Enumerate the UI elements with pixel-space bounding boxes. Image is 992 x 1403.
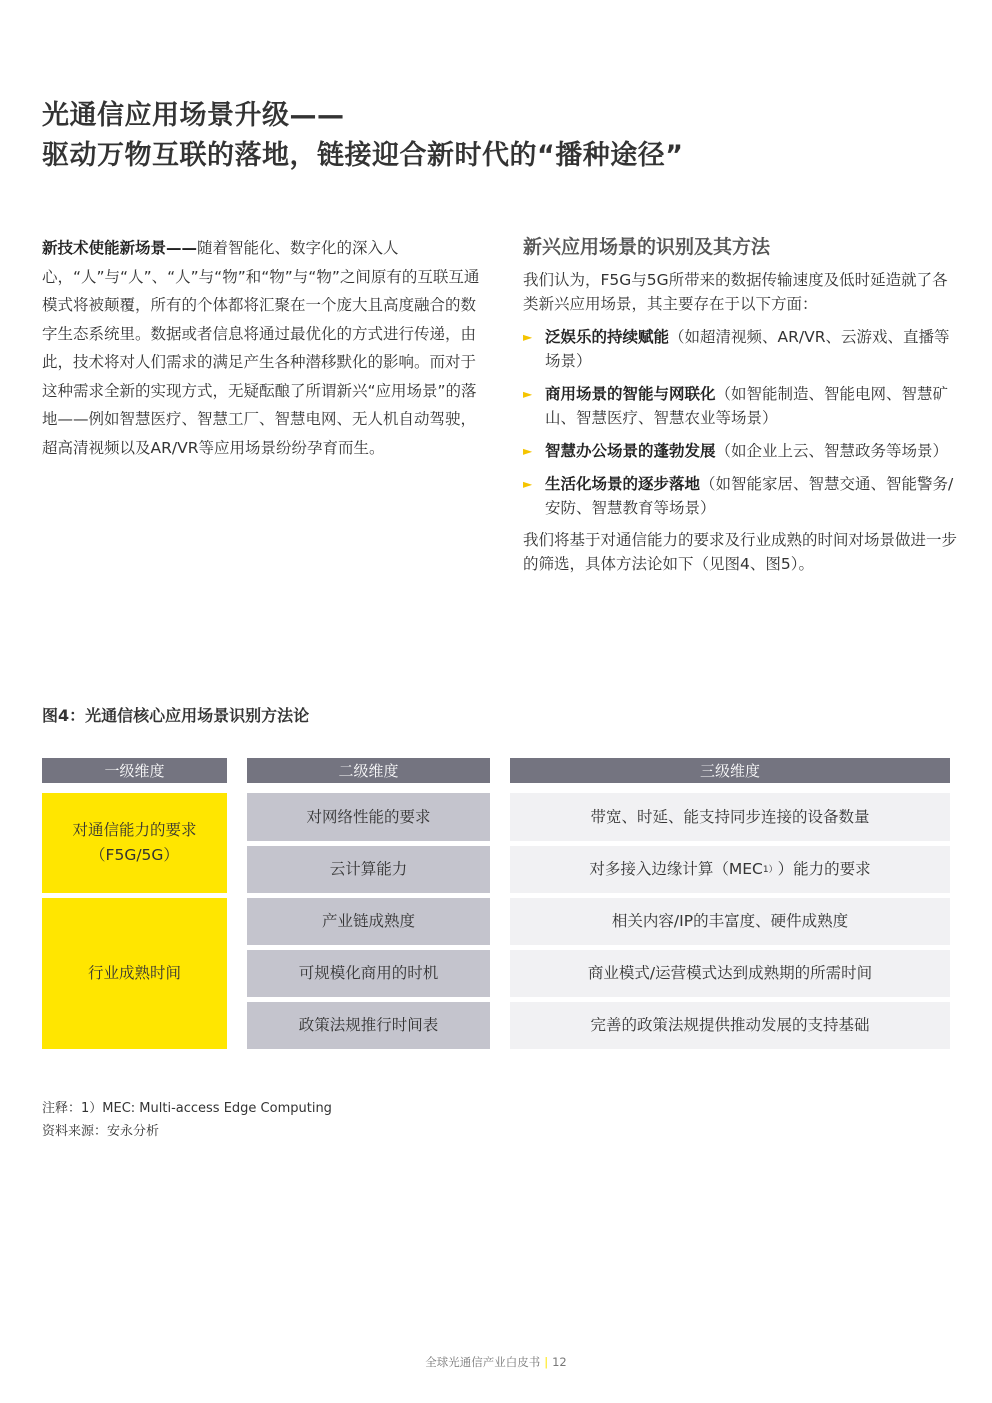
footer-separator: | (544, 1355, 549, 1369)
level3-cell: 相关内容/IP的丰富度、硬件成熟度 (510, 898, 950, 945)
header-level-2: 二级维度 (247, 758, 490, 783)
list-item (523, 382, 963, 430)
header-level-3: 三级维度 (510, 758, 950, 783)
notes (42, 1097, 332, 1143)
list-item-text: （如超清视频、AR/VR、云游戏、直播等场景） (545, 328, 950, 370)
title-line-2: 驱动万物互联的落地，链接迎合新时代的“播种途径” (42, 140, 684, 171)
page-number: 12 (552, 1355, 567, 1369)
page-footer (0, 1354, 992, 1370)
list-item-text: （如企业上云、智慧政务等场景） (715, 442, 949, 460)
level3-cell: 完善的政策法规提供推动发展的支持基础 (510, 1002, 950, 1049)
list-item-bold: 智慧办公场景的蓬勃发展 (545, 442, 716, 460)
level1-sublabel: （F5G/5G） (90, 846, 179, 864)
level2-cell: 政策法规推行时间表 (247, 1002, 490, 1049)
list-item (523, 325, 963, 373)
level3-text: 对多接入边缘计算（MEC (589, 860, 763, 878)
intro-paragraph (42, 234, 480, 462)
section-paragraph: 我们认为，F5G与5G所带来的数据传输速度及低时延造就了各类新兴应用场景，其主要存在于以下方面： (523, 271, 948, 313)
level2-cell: 对网络性能的要求 (247, 793, 490, 841)
level2-cell: 云计算能力 (247, 846, 490, 893)
arrow-bullet-icon: ► (523, 477, 533, 491)
footer-title: 全球光通信产业白皮书 (425, 1355, 541, 1369)
section-heading: 新兴应用场景的识别及其方法 (523, 236, 771, 258)
list-item (523, 439, 963, 463)
scenario-section (523, 232, 963, 576)
level3-cell: 对多接入边缘计算（MEC 1） ）能力的要求 (510, 846, 950, 893)
list-item-bold: 商用场景的智能与网联化 (545, 385, 716, 403)
header-level-1: 一级维度 (42, 758, 227, 783)
level3-text: ）能力的要求 (777, 860, 871, 878)
scenario-list (523, 325, 963, 520)
level3-cell: 带宽、时延、能支持同步连接的设备数量 (510, 793, 950, 841)
arrow-bullet-icon: ► (523, 387, 533, 401)
arrow-bullet-icon: ► (523, 444, 533, 458)
level3-cell: 商业模式/运营模式达到成熟期的所需时间 (510, 950, 950, 997)
level1-label: 对通信能力的要求 (72, 821, 197, 839)
level2-cell: 可规模化商用的时机 (247, 950, 490, 997)
page-title (42, 96, 942, 176)
source-note: 资料来源：安永分析 (42, 1124, 160, 1139)
title-line-1: 光通信应用场景升级—— (42, 100, 345, 131)
list-item-bold: 生活化场景的逐步落地 (545, 475, 701, 493)
methodology-table (42, 758, 950, 1052)
closing-paragraph: 我们将基于对通信能力的要求及行业成熟的时间对场景做进一步的筛选，具体方法论如下（见图4、图5）。 (523, 531, 958, 573)
intro-text: 随着智能化、数字化的深入人心，“人”与“人”、“人”与“物”和“物”与“物”之间原有的互联互通模式将被颠覆，所有的个体都将汇聚在一个庞大且高度融合的数字生态系统里。数据或者信息将通过最优化的方式进行传递，由此，技术将对人们需求的满足产生各种潜移默化的影响。而对于这种需求全新的实现方式，无疑酝酿了所谓新兴“应用场景”的落地——例如智慧医疗、智慧工厂、智慧电网、无人机自动驾驶，超高清视频以及AR/VR等应用场景纷纷孕育而生。 (42, 239, 480, 457)
level1-communication (42, 793, 227, 893)
list-item (523, 472, 963, 520)
level1-label: 行业成熟时间 (87, 964, 181, 982)
list-item-text: （如智能家居、智慧交通、智能警务/安防、智慧教育等场景） (545, 475, 954, 517)
arrow-bullet-icon: ► (523, 330, 533, 344)
figure-title: 图4：光通信核心应用场景识别方法论 (42, 706, 310, 725)
level1-maturity (42, 898, 227, 1049)
list-item-text: （如智能制造、智能电网、智慧矿山、智慧医疗、智慧农业等场景） (545, 385, 949, 427)
list-item-bold: 泛娱乐的持续赋能 (545, 328, 670, 346)
footnote: 注释：1）MEC: Multi-access Edge Computing (42, 1101, 332, 1116)
level2-cell: 产业链成熟度 (247, 898, 490, 945)
intro-lead: 新技术使能新场景—— (42, 239, 198, 257)
